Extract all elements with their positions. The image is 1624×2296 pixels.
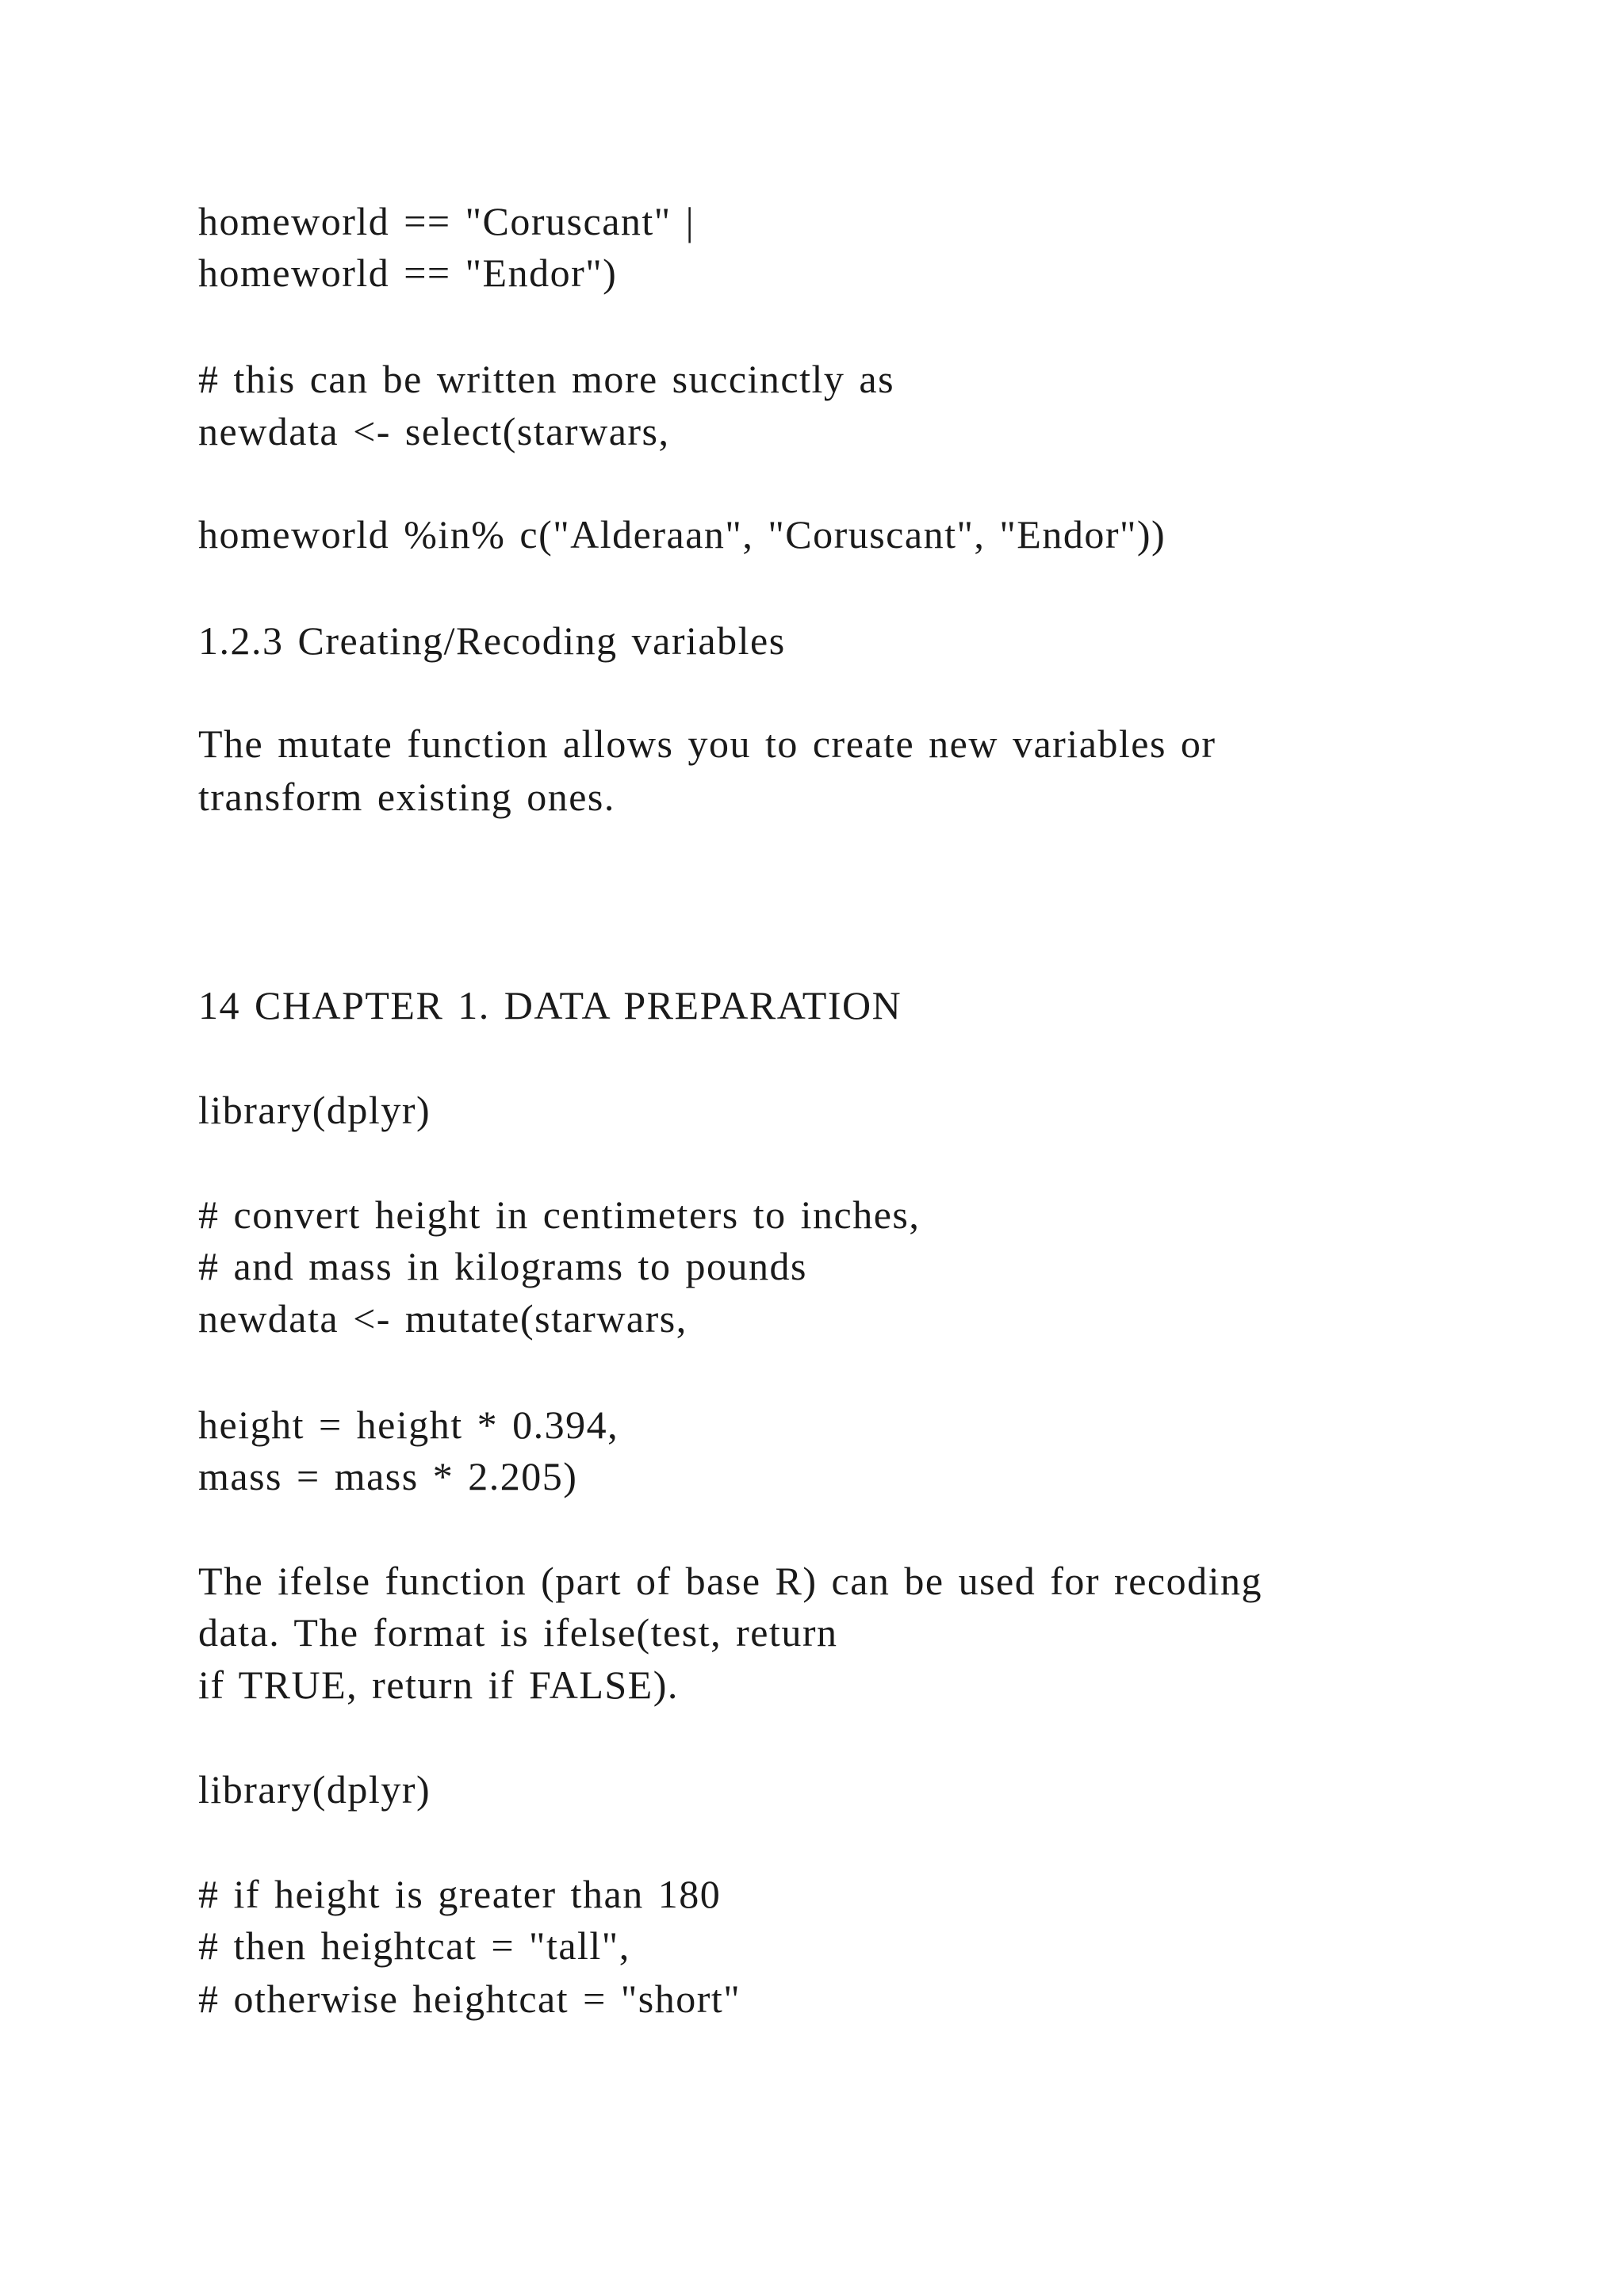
paragraph-line: data. The format is ifelse(test, return [198,1610,838,1655]
paragraph-line: The ifelse function (part of base R) can be used for recoding [198,1559,1262,1603]
code-comment: # otherwise heightcat = "short" [198,1976,741,2021]
code-line: newdata <- mutate(starwars, [198,1296,688,1341]
code-line: library(dplyr) [198,1767,431,1812]
code-line: height = height * 0.394, [198,1402,619,1447]
code-line: mass = mass * 2.205) [198,1454,578,1498]
paragraph-line: if TRUE, return if FALSE). [198,1663,679,1707]
code-line: library(dplyr) [198,1088,431,1132]
section-heading: 1.2.3 Creating/Recoding variables [198,618,786,663]
code-line: newdata <- select(starwars, [198,409,670,453]
paragraph-line: The mutate function allows you to create new variables or [198,721,1216,766]
paragraph-line: transform existing ones. [198,775,615,819]
code-comment: # then heightcat = "tall", [198,1923,630,1968]
code-comment: # this can be written more succinctly as [198,357,895,401]
code-line: homeworld %in% c("Alderaan", "Coruscant", "Endor")) [198,512,1166,557]
page-header: 14 CHAPTER 1. DATA PREPARATION [198,983,902,1027]
code-comment: # and mass in kilograms to pounds [198,1244,807,1288]
code-line: homeworld == "Coruscant" | [198,199,695,243]
code-line: homeworld == "Endor") [198,251,618,295]
code-comment: # if height is greater than 180 [198,1872,722,1916]
code-comment: # convert height in centimeters to inches, [198,1192,921,1237]
